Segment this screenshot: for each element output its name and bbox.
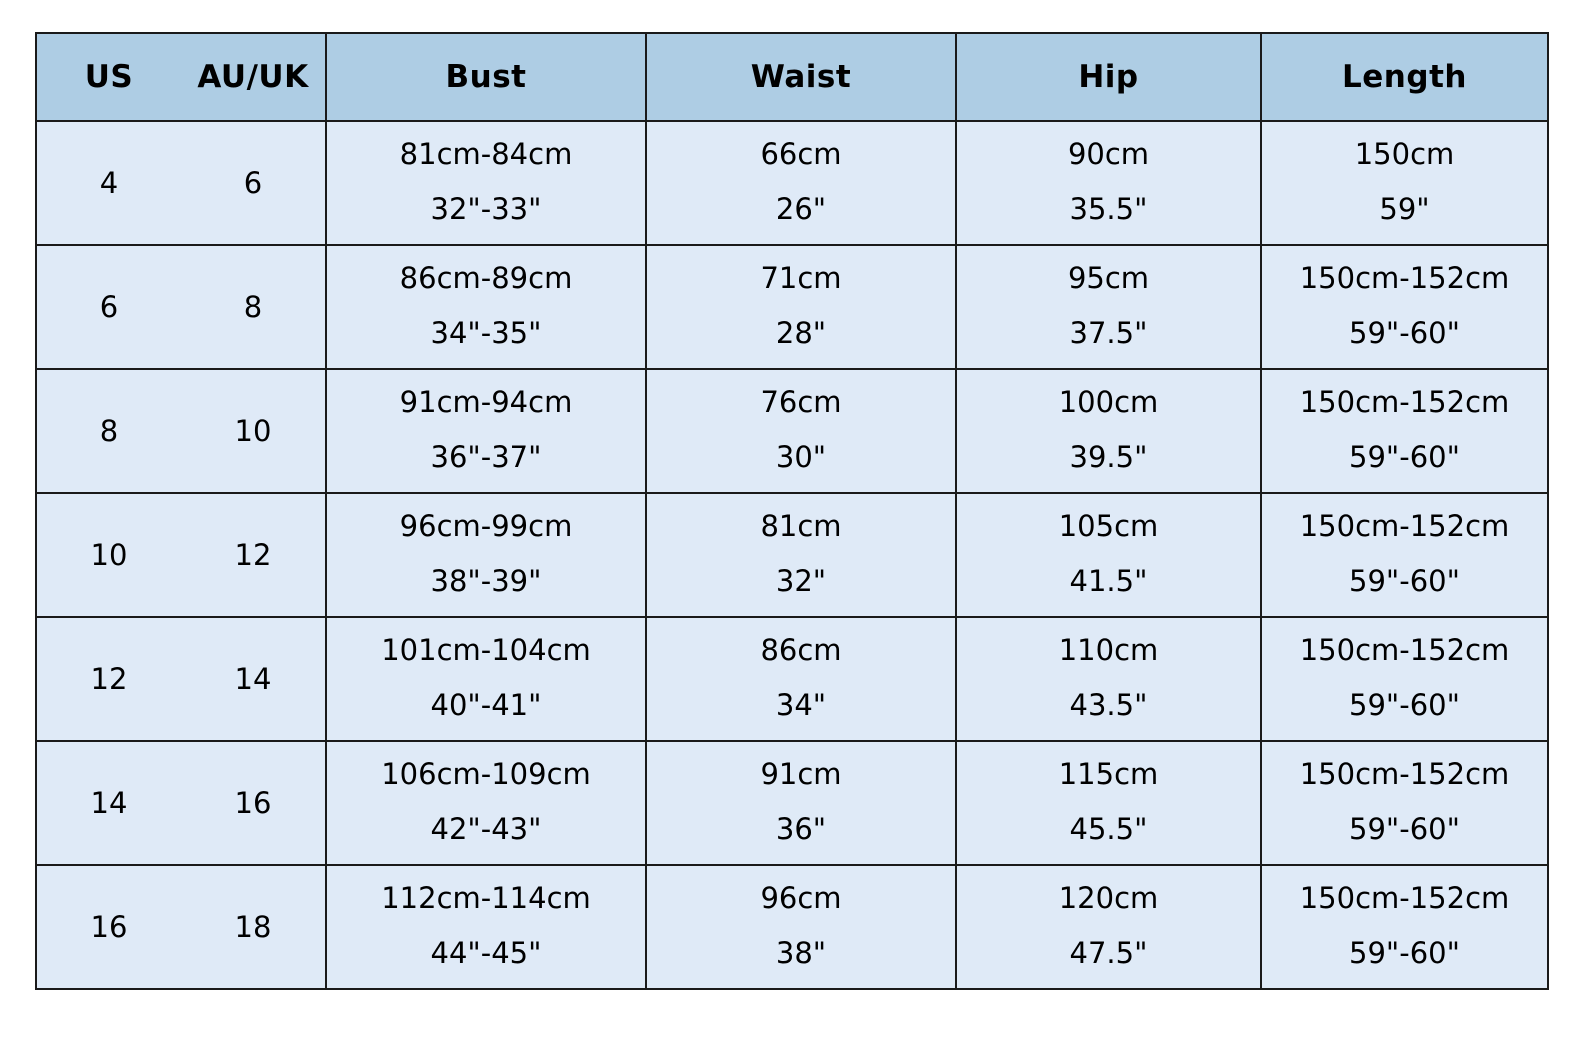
size-chart-table bbox=[35, 32, 1549, 990]
cell-waist-cm: 81cm bbox=[760, 509, 842, 544]
column-header-us: US bbox=[36, 33, 181, 121]
column-header-bust: Bust bbox=[326, 33, 646, 121]
cell-waist-in: 38" bbox=[775, 936, 827, 971]
cell-bust bbox=[326, 121, 646, 245]
cell-auuk: 10 bbox=[181, 369, 326, 493]
cell-bust bbox=[326, 741, 646, 865]
cell-hip-cm: 95cm bbox=[1067, 261, 1150, 296]
cell-waist-cm: 96cm bbox=[760, 881, 842, 916]
cell-bust bbox=[326, 369, 646, 493]
cell-length bbox=[1261, 617, 1548, 741]
table-row bbox=[36, 369, 1548, 493]
cell-hip-in: 45.5" bbox=[1069, 812, 1148, 847]
cell-hip bbox=[956, 617, 1261, 741]
cell-hip-cm: 90cm bbox=[1067, 137, 1150, 172]
cell-auuk: 6 bbox=[181, 121, 326, 245]
cell-us: 10 bbox=[36, 493, 181, 617]
cell-hip bbox=[956, 741, 1261, 865]
cell-waist-cm: 76cm bbox=[760, 385, 842, 420]
table-body bbox=[36, 121, 1548, 989]
cell-waist bbox=[646, 865, 956, 989]
cell-length bbox=[1261, 121, 1548, 245]
cell-hip-cm: 105cm bbox=[1058, 509, 1159, 544]
cell-bust bbox=[326, 617, 646, 741]
cell-bust bbox=[326, 493, 646, 617]
cell-length-in: 59"-60" bbox=[1349, 812, 1460, 847]
cell-length-cm: 150cm-152cm bbox=[1299, 633, 1510, 668]
cell-waist-cm: 71cm bbox=[760, 261, 842, 296]
cell-waist bbox=[646, 121, 956, 245]
cell-bust-cm: 81cm-84cm bbox=[399, 137, 573, 172]
cell-auuk: 16 bbox=[181, 741, 326, 865]
cell-waist bbox=[646, 617, 956, 741]
cell-hip-in: 43.5" bbox=[1069, 688, 1148, 723]
column-header-length: Length bbox=[1261, 33, 1548, 121]
cell-bust bbox=[326, 865, 646, 989]
cell-auuk: 8 bbox=[181, 245, 326, 369]
cell-bust-in: 40"-41" bbox=[430, 688, 542, 723]
column-header-hip: Hip bbox=[956, 33, 1261, 121]
cell-hip-cm: 115cm bbox=[1058, 757, 1159, 792]
cell-bust-cm: 112cm-114cm bbox=[381, 881, 591, 916]
cell-length-cm: 150cm-152cm bbox=[1299, 757, 1510, 792]
cell-hip-in: 35.5" bbox=[1069, 192, 1148, 227]
cell-waist-in: 36" bbox=[775, 812, 827, 847]
cell-length-cm: 150cm-152cm bbox=[1299, 261, 1510, 296]
cell-auuk: 12 bbox=[181, 493, 326, 617]
cell-bust-in: 34"-35" bbox=[430, 316, 542, 351]
table-header bbox=[36, 33, 1548, 121]
cell-hip-in: 39.5" bbox=[1069, 440, 1148, 475]
cell-waist-cm: 66cm bbox=[760, 137, 842, 172]
table-row bbox=[36, 741, 1548, 865]
cell-waist-in: 30" bbox=[775, 440, 827, 475]
cell-us: 6 bbox=[36, 245, 181, 369]
cell-waist bbox=[646, 493, 956, 617]
cell-waist-in: 28" bbox=[775, 316, 827, 351]
cell-length-in: 59"-60" bbox=[1349, 440, 1460, 475]
cell-waist-in: 32" bbox=[775, 564, 827, 599]
cell-waist-in: 34" bbox=[775, 688, 827, 723]
cell-hip-in: 47.5" bbox=[1069, 936, 1148, 971]
cell-hip-cm: 110cm bbox=[1058, 633, 1159, 668]
cell-us: 16 bbox=[36, 865, 181, 989]
cell-hip bbox=[956, 245, 1261, 369]
table-row bbox=[36, 245, 1548, 369]
table-row bbox=[36, 121, 1548, 245]
cell-hip bbox=[956, 121, 1261, 245]
cell-us: 8 bbox=[36, 369, 181, 493]
column-header-waist: Waist bbox=[646, 33, 956, 121]
cell-length-cm: 150cm bbox=[1354, 137, 1455, 172]
cell-bust-in: 42"-43" bbox=[430, 812, 542, 847]
cell-bust-cm: 86cm-89cm bbox=[399, 261, 573, 296]
cell-hip-in: 37.5" bbox=[1069, 316, 1148, 351]
cell-length bbox=[1261, 493, 1548, 617]
cell-waist bbox=[646, 245, 956, 369]
cell-us: 4 bbox=[36, 121, 181, 245]
cell-us: 12 bbox=[36, 617, 181, 741]
column-header-auuk: AU/UK bbox=[181, 33, 326, 121]
cell-bust bbox=[326, 245, 646, 369]
cell-bust-in: 38"-39" bbox=[430, 564, 542, 599]
cell-waist bbox=[646, 741, 956, 865]
cell-bust-cm: 96cm-99cm bbox=[399, 509, 573, 544]
cell-bust-cm: 91cm-94cm bbox=[399, 385, 573, 420]
cell-length-in: 59"-60" bbox=[1349, 936, 1460, 971]
cell-length-in: 59"-60" bbox=[1349, 564, 1460, 599]
cell-hip bbox=[956, 865, 1261, 989]
table-row bbox=[36, 617, 1548, 741]
cell-bust-cm: 101cm-104cm bbox=[381, 633, 591, 668]
cell-waist-cm: 86cm bbox=[760, 633, 842, 668]
cell-waist-in: 26" bbox=[775, 192, 827, 227]
cell-bust-cm: 106cm-109cm bbox=[381, 757, 591, 792]
cell-bust-in: 44"-45" bbox=[430, 936, 542, 971]
cell-hip bbox=[956, 369, 1261, 493]
cell-length-cm: 150cm-152cm bbox=[1299, 385, 1510, 420]
cell-bust-in: 36"-37" bbox=[430, 440, 542, 475]
cell-length-cm: 150cm-152cm bbox=[1299, 509, 1510, 544]
cell-length-in: 59"-60" bbox=[1349, 316, 1460, 351]
cell-waist bbox=[646, 369, 956, 493]
cell-auuk: 18 bbox=[181, 865, 326, 989]
cell-length-cm: 150cm-152cm bbox=[1299, 881, 1510, 916]
table-row bbox=[36, 493, 1548, 617]
cell-length bbox=[1261, 245, 1548, 369]
table-row bbox=[36, 865, 1548, 989]
cell-hip-in: 41.5" bbox=[1069, 564, 1148, 599]
cell-hip bbox=[956, 493, 1261, 617]
cell-length bbox=[1261, 369, 1548, 493]
header-row bbox=[36, 33, 1548, 121]
cell-auuk: 14 bbox=[181, 617, 326, 741]
cell-hip-cm: 120cm bbox=[1058, 881, 1159, 916]
cell-length bbox=[1261, 865, 1548, 989]
cell-length bbox=[1261, 741, 1548, 865]
cell-bust-in: 32"-33" bbox=[430, 192, 542, 227]
cell-us: 14 bbox=[36, 741, 181, 865]
cell-length-in: 59"-60" bbox=[1349, 688, 1460, 723]
cell-length-in: 59" bbox=[1379, 192, 1430, 227]
cell-hip-cm: 100cm bbox=[1058, 385, 1159, 420]
cell-waist-cm: 91cm bbox=[760, 757, 842, 792]
